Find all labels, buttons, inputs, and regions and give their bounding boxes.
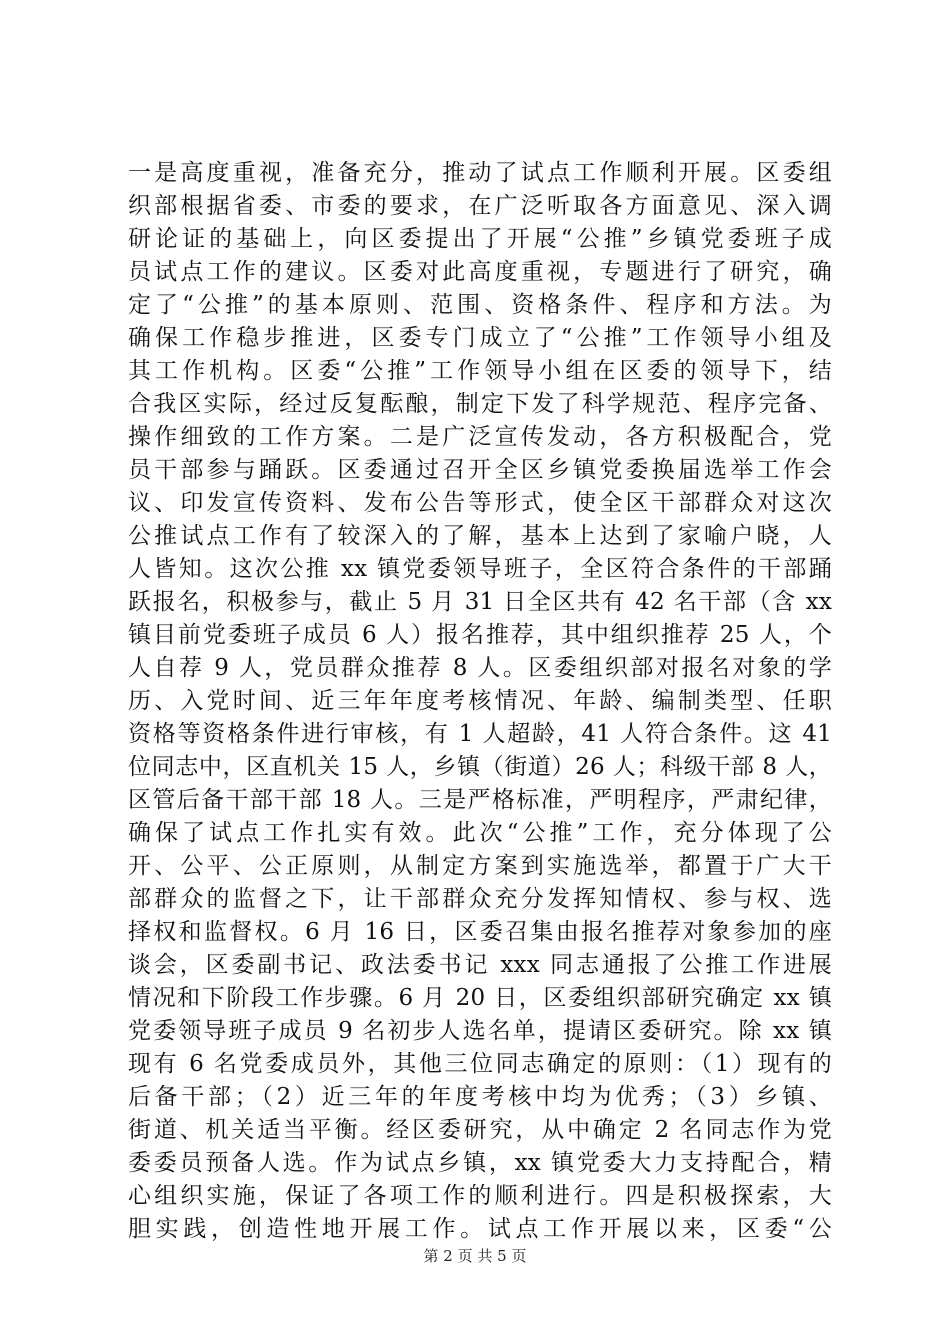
text-line: 党委领导班子成员 9 名初步人选名单，提请区委研究。除 xx 镇 (128, 1018, 832, 1044)
text-line: 资格等资格条件进行审核，有 1 人超龄，41 人符合条件。这 41 (128, 721, 832, 747)
text-line: 委委员预备人选。作为试点乡镇，xx 镇党委大力支持配合，精 (128, 1150, 832, 1176)
text-line: 部群众的监督之下，让干部群众充分发挥知情权、参与权、选 (128, 886, 832, 912)
text-line: 位同志中，区直机关 15 人，乡镇（街道）26 人；科级干部 8 人， (128, 754, 832, 780)
text-line: 镇目前党委班子成员 6 人）报名推荐，其中组织推荐 25 人，个 (128, 622, 832, 648)
text-line: 员干部参与踊跃。区委通过召开全区乡镇党委换届选举工作会 (128, 457, 832, 483)
text-line: 研论证的基础上，向区委提出了开展“公推”乡镇党委班子成 (128, 226, 832, 252)
text-line: 现有 6 名党委成员外，其他三位同志确定的原则：（1）现有的 (128, 1051, 832, 1077)
text-line: 街道、机关适当平衡。经区委研究，从中确定 2 名同志作为党 (128, 1117, 832, 1143)
text-line: 其工作机构。区委“公推”工作领导小组在区委的领导下，结 (128, 358, 832, 384)
text-line: 操作细致的工作方案。二是广泛宣传发动，各方积极配合，党 (128, 424, 832, 450)
text-line: 区管后备干部干部 18 人。三是严格标准，严明程序，严肃纪律， (128, 787, 832, 813)
text-line: 确保工作稳步推进，区委专门成立了“公推”工作领导小组及 (128, 325, 832, 351)
text-line: 合我区实际，经过反复酝酿，制定下发了科学规范、程序完备、 (128, 391, 832, 417)
text-line: 择权和监督权。6 月 16 日，区委召集由报名推荐对象参加的座 (128, 919, 832, 945)
text-line: 情况和下阶段工作步骤。6 月 20 日，区委组织部研究确定 xx 镇 (128, 985, 832, 1011)
text-line: 心组织实施，保证了各项工作的顺利进行。四是积极探索，大 (128, 1183, 832, 1209)
text-line: 后备干部；（2）近三年的年度考核中均为优秀；（3）乡镇、 (128, 1084, 832, 1110)
text-line: 开、公平、公正原则，从制定方案到实施选举，都置于广大干 (128, 853, 832, 879)
body-paragraph (128, 157, 832, 1246)
text-line: 人皆知。这次公推 xx 镇党委领导班子，全区符合条件的干部踊 (128, 556, 832, 582)
text-line: 公推试点工作有了较深入的了解，基本上达到了家喻户晓，人 (128, 523, 832, 549)
text-line: 跃报名，积极参与，截止 5 月 31 日全区共有 42 名干部（含 xx (128, 589, 832, 615)
text-line: 织部根据省委、市委的要求，在广泛听取各方面意见、深入调 (128, 193, 832, 219)
text-line: 历、入党时间、近三年年度考核情况、年龄、编制类型、任职 (128, 688, 832, 714)
text-line: 确保了试点工作扎实有效。此次“公推”工作，充分体现了公 (128, 820, 832, 846)
text-line: 胆实践，创造性地开展工作。试点工作开展以来，区委“公 (128, 1216, 832, 1242)
text-line: 定了“公推”的基本原则、范围、资格条件、程序和方法。为 (128, 292, 832, 318)
page-number-footer: 第 2 页 共 5 页 (423, 1247, 527, 1265)
text-line: 一是高度重视，准备充分，推动了试点工作顺利开展。区委组 (128, 160, 832, 186)
text-line: 员试点工作的建议。区委对此高度重视，专题进行了研究，确 (128, 259, 832, 285)
text-line: 谈会，区委副书记、政法委书记 xxx 同志通报了公推工作进展 (128, 952, 832, 978)
text-line: 议、印发宣传资料、发布公告等形式，使全区干部群众对这次 (128, 490, 832, 516)
text-line: 人自荐 9 人，党员群众推荐 8 人。区委组织部对报名对象的学 (128, 655, 832, 681)
